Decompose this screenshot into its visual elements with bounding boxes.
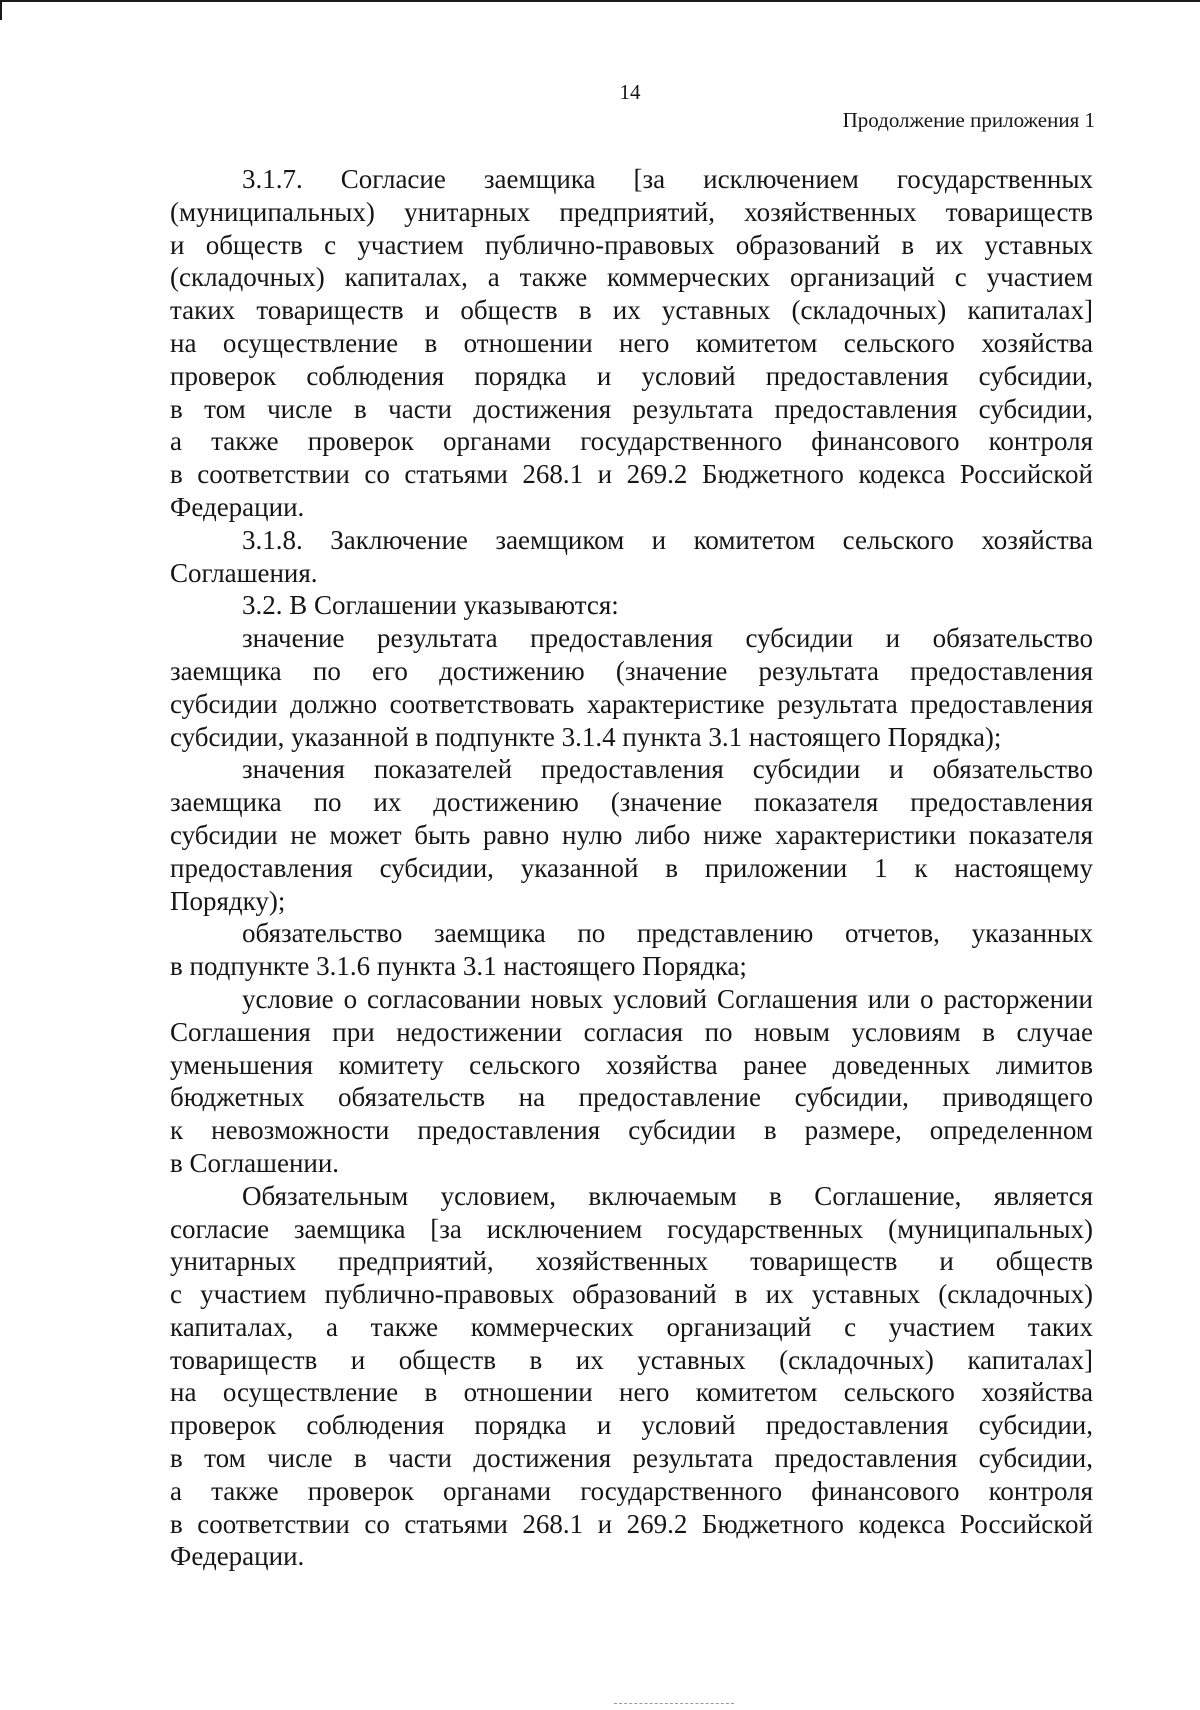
- paragraph: [170, 524, 1093, 590]
- scan-bottom-mark: [614, 1703, 734, 1705]
- text-line: с участием публично-правовых образований в их уставных (складочных): [170, 1279, 1093, 1310]
- text-line: Федерации.: [170, 491, 305, 522]
- text-line: Соглашения при недостижении согласия по новым условиям в случае: [170, 1016, 1093, 1047]
- paragraph: [170, 983, 1093, 1180]
- paragraph: [170, 1180, 1093, 1574]
- text-line: обязательство заемщика по представлению отчетов, указанных: [242, 918, 1093, 949]
- text-line: согласие заемщика [за исключением государственных (муниципальных): [170, 1213, 1093, 1244]
- text-line: на осуществление в отношении него комитетом сельского хозяйства: [170, 327, 1093, 358]
- appendix-continuation-note: Продолжение приложения 1: [842, 108, 1095, 132]
- text-line: заемщика по их достижению (значение показателя предоставления: [170, 787, 1093, 818]
- text-line: в соответствии со статьями 268.1 и 269.2 Бюджетного кодекса Российской: [170, 459, 1093, 490]
- text-line: товариществ и обществ в их уставных (складочных) капиталах]: [170, 1344, 1093, 1375]
- text-line: Соглашения.: [170, 557, 318, 588]
- text-line: таких товариществ и обществ в их уставных (складочных) капиталах]: [170, 295, 1093, 326]
- text-line: субсидии должно соответствовать характеристике результата предоставления: [170, 688, 1093, 719]
- text-line: а также проверок органами государственного финансового контроля: [170, 1475, 1093, 1506]
- text-line: в том числе в части достижения результата предоставления субсидии,: [170, 1443, 1093, 1474]
- text-line: субсидии не может быть равно нулю либо ниже характеристики показателя: [170, 819, 1093, 850]
- text-line: проверок соблюдения порядка и условий предоставления субсидии,: [170, 360, 1093, 391]
- paragraph: [170, 622, 1093, 753]
- text-line: 3.1.8. Заключение заемщиком и комитетом сельского хозяйства: [242, 524, 1093, 555]
- text-line: 3.1.7. Согласие заемщика [за исключением государственных: [242, 164, 1093, 194]
- text-line: субсидии, указанной в подпункте 3.1.4 пункта 3.1 настоящего Порядка);: [170, 721, 1002, 752]
- paragraph: [170, 753, 1093, 917]
- text-line: в подпункте 3.1.6 пункта 3.1 настоящего Порядка;: [170, 951, 747, 982]
- text-line: бюджетных обязательств на предоставление субсидии, приводящего: [170, 1082, 1093, 1113]
- text-line: значение результата предоставления субсидии и обязательство: [242, 623, 1093, 654]
- text-line: к невозможности предоставления субсидии в размере, определенном: [170, 1115, 1093, 1146]
- text-line: 3.2. В Соглашении указываются:: [242, 590, 619, 621]
- paragraph: [170, 589, 1093, 622]
- scan-border-top: [0, 0, 1200, 2]
- text-line: условие о согласовании новых условий Соглашения или о расторжении: [242, 983, 1093, 1014]
- text-line: и обществ с участием публично-правовых образований в их уставных: [170, 229, 1093, 260]
- text-line: а также проверок органами государственного финансового контроля: [170, 426, 1093, 457]
- document-body: [170, 163, 1093, 1573]
- text-line: (муниципальных) унитарных предприятий, хозяйственных товариществ: [170, 196, 1093, 227]
- text-line: (складочных) капиталах, а также коммерческих организаций с участием: [170, 262, 1093, 293]
- text-line: Порядку);: [170, 885, 286, 916]
- text-line: заемщика по его достижению (значение результата предоставления: [170, 655, 1093, 686]
- paragraph: [170, 917, 1093, 983]
- text-line: уменьшения комитету сельского хозяйства ранее доведенных лимитов: [170, 1049, 1093, 1080]
- text-line: в соответствии со статьями 268.1 и 269.2 Бюджетного кодекса Российской: [170, 1508, 1093, 1539]
- text-line: Обязательным условием, включаемым в Соглашение, является: [242, 1180, 1093, 1211]
- text-line: значения показателей предоставления субсидии и обязательство: [242, 754, 1093, 785]
- text-line: капиталах, а также коммерческих организаций с участием таких: [170, 1311, 1093, 1342]
- text-line: Федерации.: [170, 1541, 305, 1572]
- text-line: проверок соблюдения порядка и условий предоставления субсидии,: [170, 1410, 1093, 1441]
- text-line: предоставления субсидии, указанной в приложении 1 к настоящему: [170, 852, 1093, 883]
- paragraph: [170, 163, 1093, 524]
- page-number: 14: [619, 80, 641, 104]
- text-line: в том числе в части достижения результата предоставления субсидии,: [170, 393, 1093, 424]
- text-line: на осуществление в отношении него комитетом сельского хозяйства: [170, 1377, 1093, 1408]
- text-line: унитарных предприятий, хозяйственных товариществ и обществ: [170, 1246, 1093, 1277]
- scan-border-left: [0, 0, 2, 20]
- text-line: в Соглашении.: [170, 1147, 340, 1178]
